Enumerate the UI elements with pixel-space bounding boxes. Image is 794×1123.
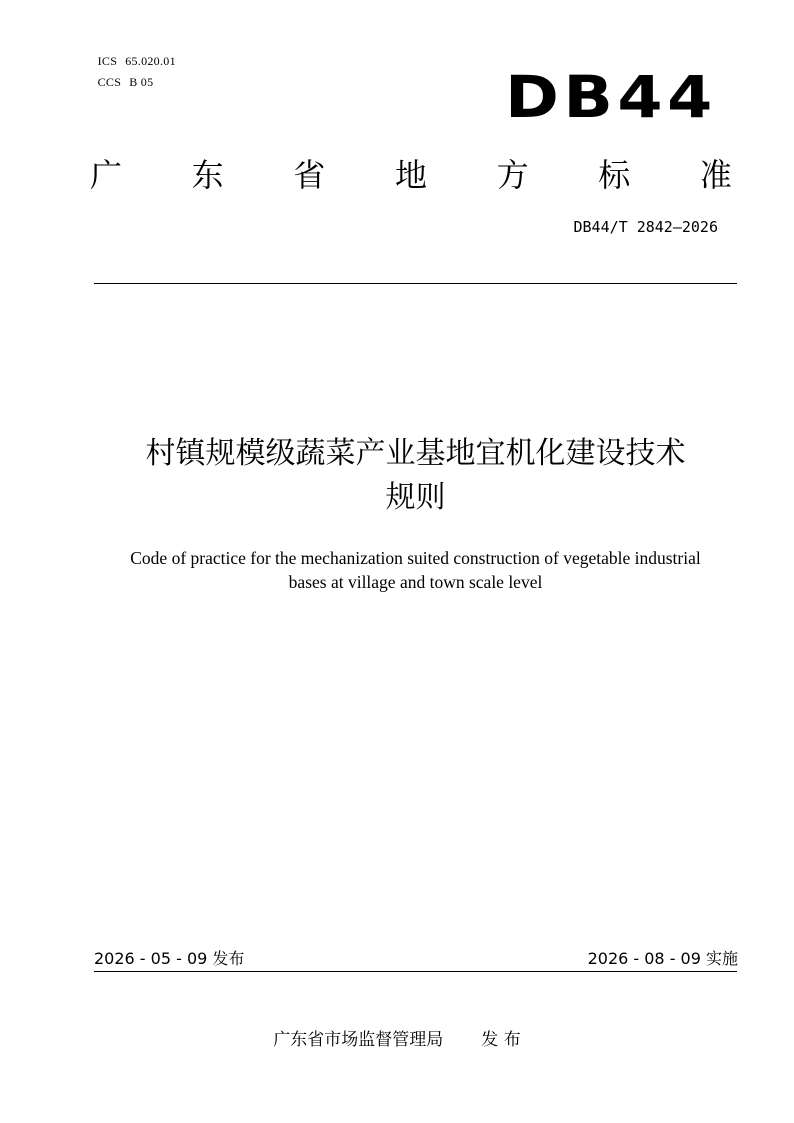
title-chinese-line-2: 规则	[385, 480, 446, 515]
top-divider	[94, 283, 737, 284]
title-english-line-1: Code of practice for the mechanization suited construction of vegetable industrial	[130, 548, 701, 568]
ccs-code	[91, 60, 153, 90]
ics-value: 65.020.01	[125, 54, 176, 68]
ccs-value: B 05	[129, 75, 154, 89]
title-english-line-2: bases at village and town scale level	[288, 572, 543, 592]
ics-label: ICS	[97, 54, 118, 68]
standard-type-char: 东	[191, 156, 224, 194]
issuer-action: 发 布	[481, 1030, 521, 1050]
standard-type-char: 广	[89, 156, 122, 194]
implementation-date: 2026 - 08 - 09 实施	[587, 949, 738, 968]
title-english	[94, 546, 737, 594]
issuer-name: 广东省市场监督管理局	[273, 1030, 444, 1050]
standard-type-char: 省	[293, 156, 326, 194]
standard-type-char: 标	[598, 156, 631, 194]
bottom-divider	[94, 971, 737, 972]
title-chinese	[94, 432, 737, 520]
standard-number: DB44/T 2842—2026	[573, 218, 718, 236]
issue-date: 2026 - 05 - 09 发布	[94, 949, 245, 968]
standard-type-char: 地	[394, 156, 427, 194]
title-chinese-line-1: 村镇规模级蔬菜产业基地宜机化建设技术	[145, 436, 686, 471]
standard-type-char: 方	[496, 156, 529, 194]
standard-type-heading	[88, 150, 734, 196]
issuer	[0, 1025, 794, 1050]
ccs-label: CCS	[97, 75, 122, 89]
standard-type-char: 准	[699, 156, 732, 194]
db44-logo: DB44	[505, 63, 717, 131]
